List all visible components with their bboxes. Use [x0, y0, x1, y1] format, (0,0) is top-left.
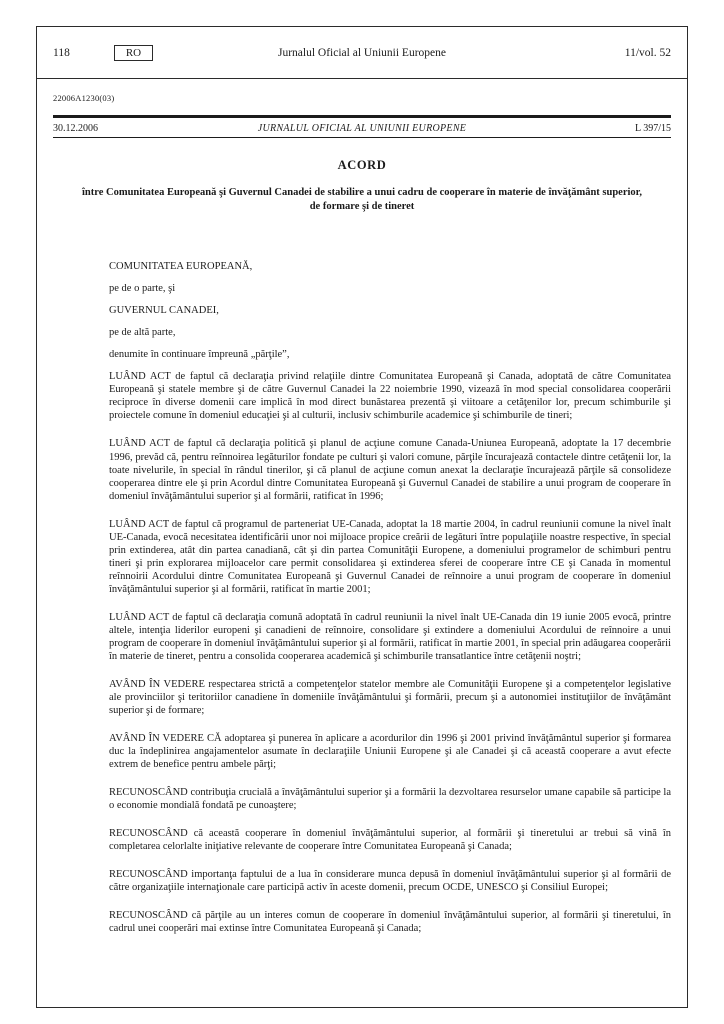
header-left-group [53, 45, 278, 61]
intro-line: COMUNITATEA EUROPEANĂ, [109, 261, 253, 273]
intro-line: GUVERNUL CANADEI, [109, 305, 219, 317]
intro-line: denumite în continuare împreună „părţile”, [109, 349, 290, 361]
recital-paragraph: AVÂND ÎN VEDERE respectarea strictă a competenţelor statelor membre ale Comunităţii Europene şi a competenţelor legislative ale provinciilor şi teritoriilor canadiene în domeniile învăţământului şi formării, precum şi a autonomiei instituţiilor de învăţământ superior şi de formare; [109, 678, 671, 716]
recital-paragraph: RECUNOSCÂND importanţa faptului de a lua în considerare munca depusă în domeniul învăţământului superior şi al formării de către organizaţiile internaţionale care participă activ în aceste domenii, precum OCDE, UNESCO şi Consiliul Europei; [109, 868, 671, 893]
thick-divider-rule [53, 115, 671, 118]
language-code-box: RO [114, 45, 153, 61]
recital-paragraph: AVÂND ÎN VEDERE CĂ adoptarea şi punerea în aplicare a acordurilor din 1996 şi 2001 privind învăţământul superior şi formarea duc la îndeplinirea angajamentelor asumate în declaraţiile Uniunii Europene şi ale Canadei şi că această cooperare a avut efecte extrem de benefice pentru ambele părţi; [109, 732, 671, 770]
document-body [109, 260, 671, 935]
issue-date: 30.12.2006 [53, 123, 98, 134]
recital-paragraph: LUÂND ACT de faptul că declaraţia privind relaţiile dintre Comunitatea Europeană şi Canada, adoptată de către Comunitatea Europeană şi statele membre şi de către Guvernul Canadei la 22 noiembrie 1990, vizează în mod special consolidarea cooperării reciproce în diverse domenii care implică în mod direct bunăstarea prezentă şi viitoare a cetăţenilor lor, precum schimburile şi proiectele comune în domeniul educaţiei şi al culturii, inclusiv schimburile academice şi schimburile de tineri; [109, 371, 671, 422]
page-number: 118 [53, 46, 70, 59]
recital-paragraph: LUÂND ACT de faptul că programul de parteneriat UE-Canada, adoptat la 18 martie 2004, în cadrul reuniunii comune la nivel înalt UE-Canada, evocă necesitatea identificării unor noi mijloace propice creării de legături între populaţiile noastre respective, în special prin extinderea, atât din partea canadiană, cât şi din partea Comunităţii Europene, a domeniului programelor de schimburi pentru tineri şi prin explorarea mijloacelor care permit consolidarea şi extinderea sferei de cooperare între CE şi Canada în momentul reînnoirii Acordului dintre Comunitatea Europeană şi Guvernul Canadei de reînnoire a unui program de cooperare în domeniul învăţământului superior şi al formării, ratificat în martie 2001; [109, 518, 671, 595]
journal-name: Jurnalul Oficial al Uniunii Europene [278, 46, 446, 59]
document-title: ACORD [337, 158, 387, 172]
page-header [37, 27, 687, 79]
recital-paragraph: RECUNOSCÂND că această cooperare în domeniul învăţământului superior, al formării şi tineretului ar trebui să vină în completarea celorlalte iniţiative relevante de cooperare între Comunitatea Europeană şi Canada; [109, 827, 671, 852]
page-frame [36, 26, 688, 1008]
celex-number: 22006A1230(03) [53, 93, 115, 103]
document-subtitle: între Comunitatea Europeană şi Guvernul Canadei de stabilire a unui cadru de cooperare în materie de învăţământ superior, de formare şi de tineret [81, 187, 642, 213]
recital-paragraph: RECUNOSCÂND că părţile au un interes comun de cooperare în domeniul învăţământului superior, al formării şi tineretului, în cadrul unei cooperări mai extinse între Comunitatea Europeană şi Canada; [109, 909, 671, 934]
masthead-journal-name: JURNALUL OFICIAL AL UNIUNII EUROPENE [257, 123, 467, 134]
volume-label: 11/vol. 52 [624, 46, 671, 59]
page-content [37, 79, 687, 935]
oj-page-reference: L 397/15 [634, 123, 671, 134]
recital-paragraph: RECUNOSCÂND contribuţia crucială a învăţământului superior şi a formării la dezvoltarea resurselor umane capabile să participe la o economie mondială fondată pe cunoaştere; [109, 786, 671, 811]
masthead-row [53, 121, 671, 137]
recital-paragraph: LUÂND ACT de faptul că declaraţia politică şi planul de acţiune comune Canada-Uniunea Europeană, adoptate la 17 decembrie 1996, prevăd că, pentru reînnoirea legăturilor fondate pe culturi şi valori comune, părţile încurajează contactele dintre cetăţenii lor, la toate nivelurile, în special în rândul tinerilor, şi că planul de acţiune comun anexat la declaraţie încurajează părţile să consolideze cooperarea dintre ele şi prin Acordul dintre Comunitatea Europeană şi Guvernul Canadei de stabilire a unui program de cooperare în domeniul învăţământului superior şi al formării, ratificat în 1996; [109, 438, 671, 502]
intro-line: pe de o parte, şi [109, 283, 176, 295]
recital-paragraph: LUÂND ACT de faptul că declaraţia comună adoptată în cadrul reuniunii la nivel înalt UE-Canada din 19 iunie 2005 evocă, printre altele, intenţia liderilor europeni şi canadieni de reînnoire, consolidare şi extindere a domeniului Acordului de reînnoire a unui program de cooperare în domeniul învăţământului superior şi al formării, ratificat în martie 2001, în special prin adăugarea cooperării în materie de tineret, pentru a consolida cooperarea academică şi schimburile transatlantice între cetăţenii noştri; [109, 611, 671, 662]
thin-divider-rule [53, 137, 671, 138]
intro-line: pe de altă parte, [109, 327, 176, 339]
